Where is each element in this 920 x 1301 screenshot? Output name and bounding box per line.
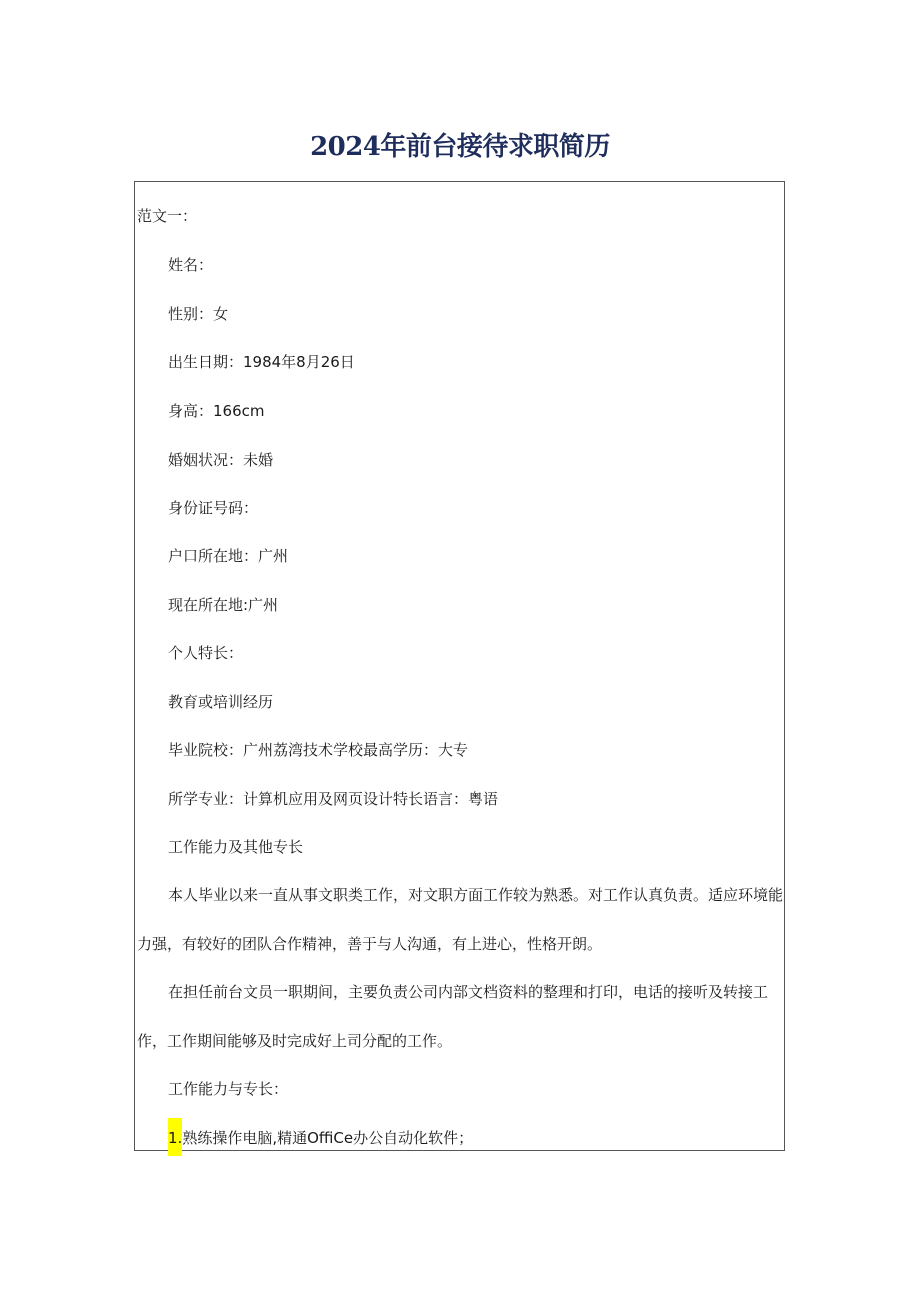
content-frame bbox=[134, 181, 785, 1151]
education-heading: 教育或培训经历 bbox=[168, 693, 274, 711]
field-marital-status: 婚姻状况：未婚 bbox=[168, 451, 274, 469]
document-title: 2024年前台接待求职简历 bbox=[310, 132, 610, 162]
abilities-heading: 工作能力及其他专长 bbox=[168, 838, 304, 856]
skills-heading: 工作能力与专长： bbox=[168, 1080, 289, 1098]
skill-item-1-text: 熟练操作电脑,精通OffiCe办公自动化软件； bbox=[182, 1129, 474, 1147]
highlighted-number: 1. bbox=[168, 1118, 182, 1156]
field-specialties: 个人特长： bbox=[168, 644, 244, 662]
paragraph-1-line-2: 力强，有较好的团队合作精神，善于与人沟通，有上进心，性格开朗。 bbox=[137, 935, 603, 953]
field-id-number: 身份证号码： bbox=[168, 499, 259, 517]
field-school: 毕业院校：广州荔湾技术学校最高学历：大专 bbox=[168, 741, 469, 759]
skill-item-1 bbox=[168, 1128, 473, 1156]
paragraph-2-line-1: 在担任前台文员一职期间，主要负责公司内部文档资料的整理和打印，电话的接听及转接工 bbox=[168, 983, 769, 1001]
field-current-location: 现在所在地:广州 bbox=[168, 596, 279, 614]
paragraph-2-line-2: 作，工作期间能够及时完成好上司分配的工作。 bbox=[137, 1032, 453, 1050]
field-household-location: 户口所在地：广州 bbox=[168, 547, 289, 565]
field-major: 所学专业：计算机应用及网页设计特长语言：粤语 bbox=[168, 790, 499, 808]
paragraph-1-line-1: 本人毕业以来一直从事文职类工作，对文职方面工作较为熟悉。对工作认真负责。适应环境能 bbox=[168, 886, 784, 904]
field-height: 身高：166cm bbox=[168, 402, 265, 420]
field-gender: 性别：女 bbox=[168, 305, 229, 323]
field-name: 姓名： bbox=[168, 256, 214, 274]
section-label: 范文一： bbox=[137, 207, 198, 225]
field-birthdate: 出生日期：1984年8月26日 bbox=[168, 353, 355, 371]
